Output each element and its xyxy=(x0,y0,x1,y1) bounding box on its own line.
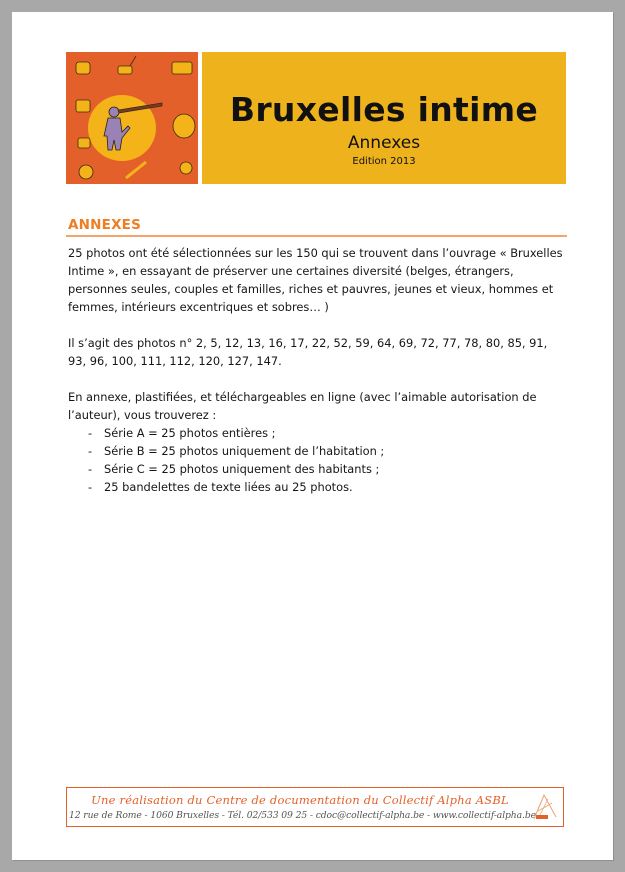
document-subtitle: Annexes xyxy=(347,133,421,153)
list-item: - Série A = 25 photos entières ; xyxy=(88,426,276,440)
cover-illustration xyxy=(66,52,198,184)
list-item: - Série B = 25 photos uniquement de l’habitation ; xyxy=(88,444,385,458)
footer-credit-line: Une réalisation du Centre de documentation du Collectif Alpha ASBL xyxy=(91,793,509,807)
document-page xyxy=(12,12,613,860)
annex-intro-paragraph: En annexe, plastifiées, et téléchargeables en ligne (avec l’aimable autorisation de l’auteur), vous trouverez : xyxy=(68,390,537,422)
intro-paragraph: 25 photos ont été sélectionnées sur les 150 qui se trouvent dans l’ouvrage « Bruxelles Intime », en essayant de préserver une certaines diversité (belges, étrangers, personnes seules, couples et familles, riches et pauvres, jeunes et vieux, hommes et femmes, intérieurs excentriques et sobres… ) xyxy=(68,246,563,314)
list-item: - Série C = 25 photos uniquement des habitants ; xyxy=(88,462,380,476)
list-bullet: - xyxy=(88,462,93,476)
section-divider xyxy=(66,235,567,237)
edition-label: Edition 2013 xyxy=(352,156,416,167)
list-bullet: - xyxy=(88,480,93,494)
title-banner xyxy=(202,52,566,184)
list-item: - 25 bandelettes de texte liées au 25 photos. xyxy=(88,480,353,494)
footer-contact-line: 12 rue de Rome - 1060 Bruxelles - Tél. 02/533 09 25 - cdoc@collectif-alpha.be - www.collectif-alpha.be xyxy=(69,810,536,821)
annex-contents xyxy=(68,388,568,496)
photo-numbers-paragraph: Il s’agit des photos n° 2, 5, 12, 13, 16, 17, 22, 52, 59, 64, 69, 72, 77, 78, 80, 85, 91, 93, 96, 100, 111, 112, 120, 127, 147. xyxy=(68,336,548,368)
annex-list xyxy=(68,424,568,496)
footer-credits xyxy=(66,787,564,827)
explorer-telescope-icon xyxy=(66,52,198,184)
document-title: Bruxelles intime xyxy=(229,90,539,129)
collectif-alpha-logo-icon xyxy=(530,791,560,823)
list-bullet: - xyxy=(88,444,93,458)
list-bullet: - xyxy=(88,426,93,440)
section-heading: ANNEXES xyxy=(68,217,142,233)
